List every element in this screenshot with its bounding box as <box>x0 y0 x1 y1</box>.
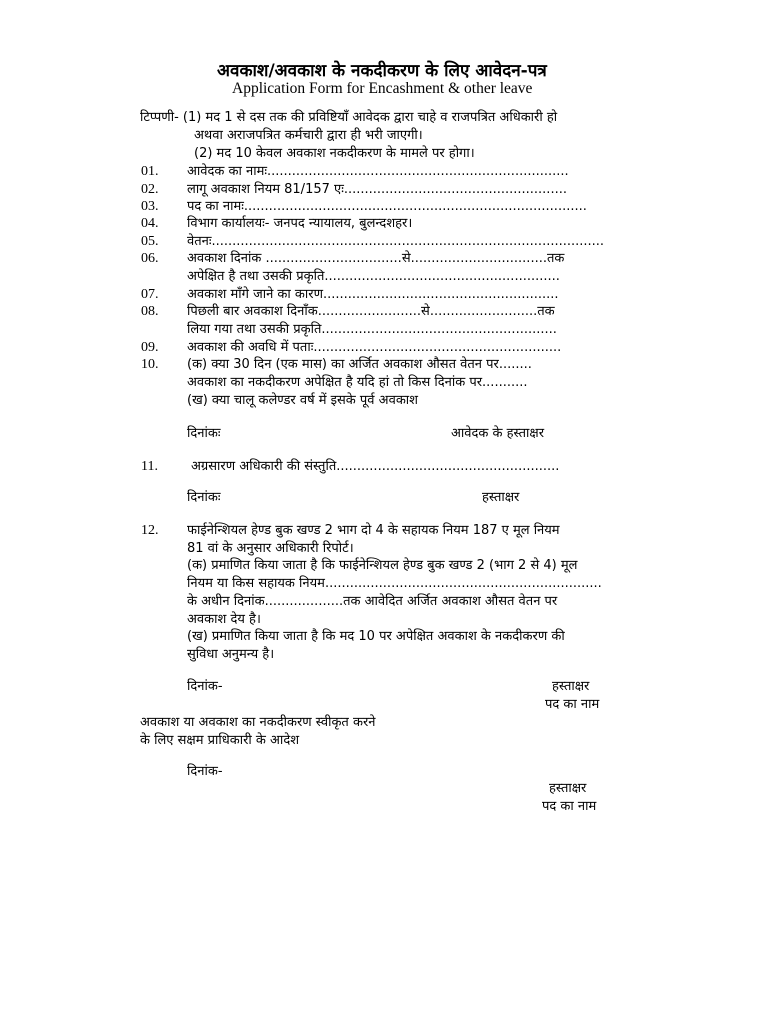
item-number: 07. <box>141 287 159 302</box>
date-label: दिनांकः <box>187 490 221 505</box>
form-subtitle: Application Form for Encashment & other leave <box>232 80 533 97</box>
form-title: अवकाश/अवकाश के नकदीकरण के लिए आवेदन-पत्र <box>217 61 547 81</box>
item-number: 04. <box>141 216 159 231</box>
item12-line: अवकाश देय है। <box>187 612 261 627</box>
designation-label: पद का नाम <box>545 697 600 712</box>
note-line-1: टिप्पणी- (1) मद 1 से दस तक की प्रविष्टियाँ आवेदक द्वारा चाहे व राजपत्रित अधिकारी हो <box>140 110 558 125</box>
item-department: विभाग कार्यालयः- जनपद न्यायालय, बुलन्दशहर। <box>187 216 413 231</box>
signature-label: हस्ताक्षर <box>549 781 587 796</box>
designation-label: पद का नाम <box>542 799 597 814</box>
item-encashment-b: (ख) क्या चालू कलेण्डर वर्ष में इसके पूर्व अवकाश <box>187 393 419 408</box>
item12-line: 81 वां के अनुसार अधिकारी रिपोर्ट। <box>187 541 354 556</box>
item12-line: (क) प्रमाणित किया जाता है कि फाईनेन्शियल हेण्ड बुक खण्ड 2 (भाग 2 से 4) मूल <box>187 558 578 573</box>
signature-label: हस्ताक्षर <box>552 679 590 694</box>
item-leave-reason: अवकाश माँगे जाने का कारण......................................................... <box>187 287 559 302</box>
date-label: दिनांकः <box>187 426 221 441</box>
item-applicant-name: आवेदक का नामः......................................................................... <box>187 164 569 179</box>
item-last-leave: पिछली बार अवकाश दिनाँक.........................से..........................तक <box>187 304 555 319</box>
item-number: 01. <box>141 164 159 179</box>
item12-line: नियम या किस सहायक नियम................................................................... <box>187 576 602 591</box>
date-label: दिनांक- <box>187 764 223 779</box>
item-leave-address: अवकाश की अवधि में पताः............................................................ <box>187 340 562 355</box>
item-number: 02. <box>141 182 159 197</box>
item12-line: के अधीन दिनांक...................तक आवेदित अर्जित अवकाश औसत वेतन पर <box>187 594 558 609</box>
authority-order-line-2: के लिए सक्षम प्राधिकारी के आदेश <box>140 733 300 748</box>
item-designation: पद का नामः................................................................................... <box>187 199 587 214</box>
item-encashment-a-cont: अवकाश का नकदीकरण अपेक्षित है यदि हां तो किस दिनांक पर........... <box>187 375 528 390</box>
item-forwarding-recommendation: अग्रसारण अधिकारी की संस्तुति...................................................... <box>191 459 560 474</box>
note-line-3: (2) मद 10 केवल अवकाश नकदीकरण के मामले पर होगा। <box>194 146 475 161</box>
item-number: 12. <box>141 523 159 538</box>
item-leave-dates-cont: अपेक्षित है तथा उसकी प्रकृति......................................................... <box>187 269 560 284</box>
note-line-2: अथवा अराजपत्रित कर्मचारी द्वारा ही भरी जाएगी। <box>194 128 423 143</box>
item12-line: सुविधा अनुमन्य है। <box>187 647 275 662</box>
item-number: 03. <box>141 199 159 214</box>
signature-label: हस्ताक्षर <box>482 490 520 505</box>
item-number: 10. <box>141 357 159 372</box>
item-leave-dates: अवकाश दिनांक .................................से.................................तक <box>187 251 565 266</box>
item-number: 11. <box>141 459 158 474</box>
date-label: दिनांक- <box>187 679 223 694</box>
item-salary: वेतनः............................................................................................... <box>187 234 605 249</box>
item12-line: (ख) प्रमाणित किया जाता है कि मद 10 पर अपेक्षित अवकाश के नकदीकरण की <box>187 629 565 644</box>
item-number: 08. <box>141 304 159 319</box>
item-last-leave-cont: लिया गया तथा उसकी प्रकृति......................................................... <box>187 322 557 337</box>
applicant-signature-label: आवेदक के हस्ताक्षर <box>451 426 545 441</box>
item-number: 06. <box>141 251 159 266</box>
authority-order-line-1: अवकाश या अवकाश का नकदीकरण स्वीकृत करने <box>140 715 376 730</box>
item-number: 05. <box>141 234 159 249</box>
item-encashment-a: (क) क्या 30 दिन (एक मास) का अर्जित अवकाश औसत वेतन पर........ <box>187 357 532 372</box>
item12-line: फाईनेन्शियल हेण्ड बुक खण्ड 2 भाग दो 4 के सहायक नियम 187 ए मूल नियम <box>187 523 560 538</box>
item-leave-rule: लागू अवकाश नियम 81/157 एः...................................................... <box>187 182 567 197</box>
item-number: 09. <box>141 340 159 355</box>
